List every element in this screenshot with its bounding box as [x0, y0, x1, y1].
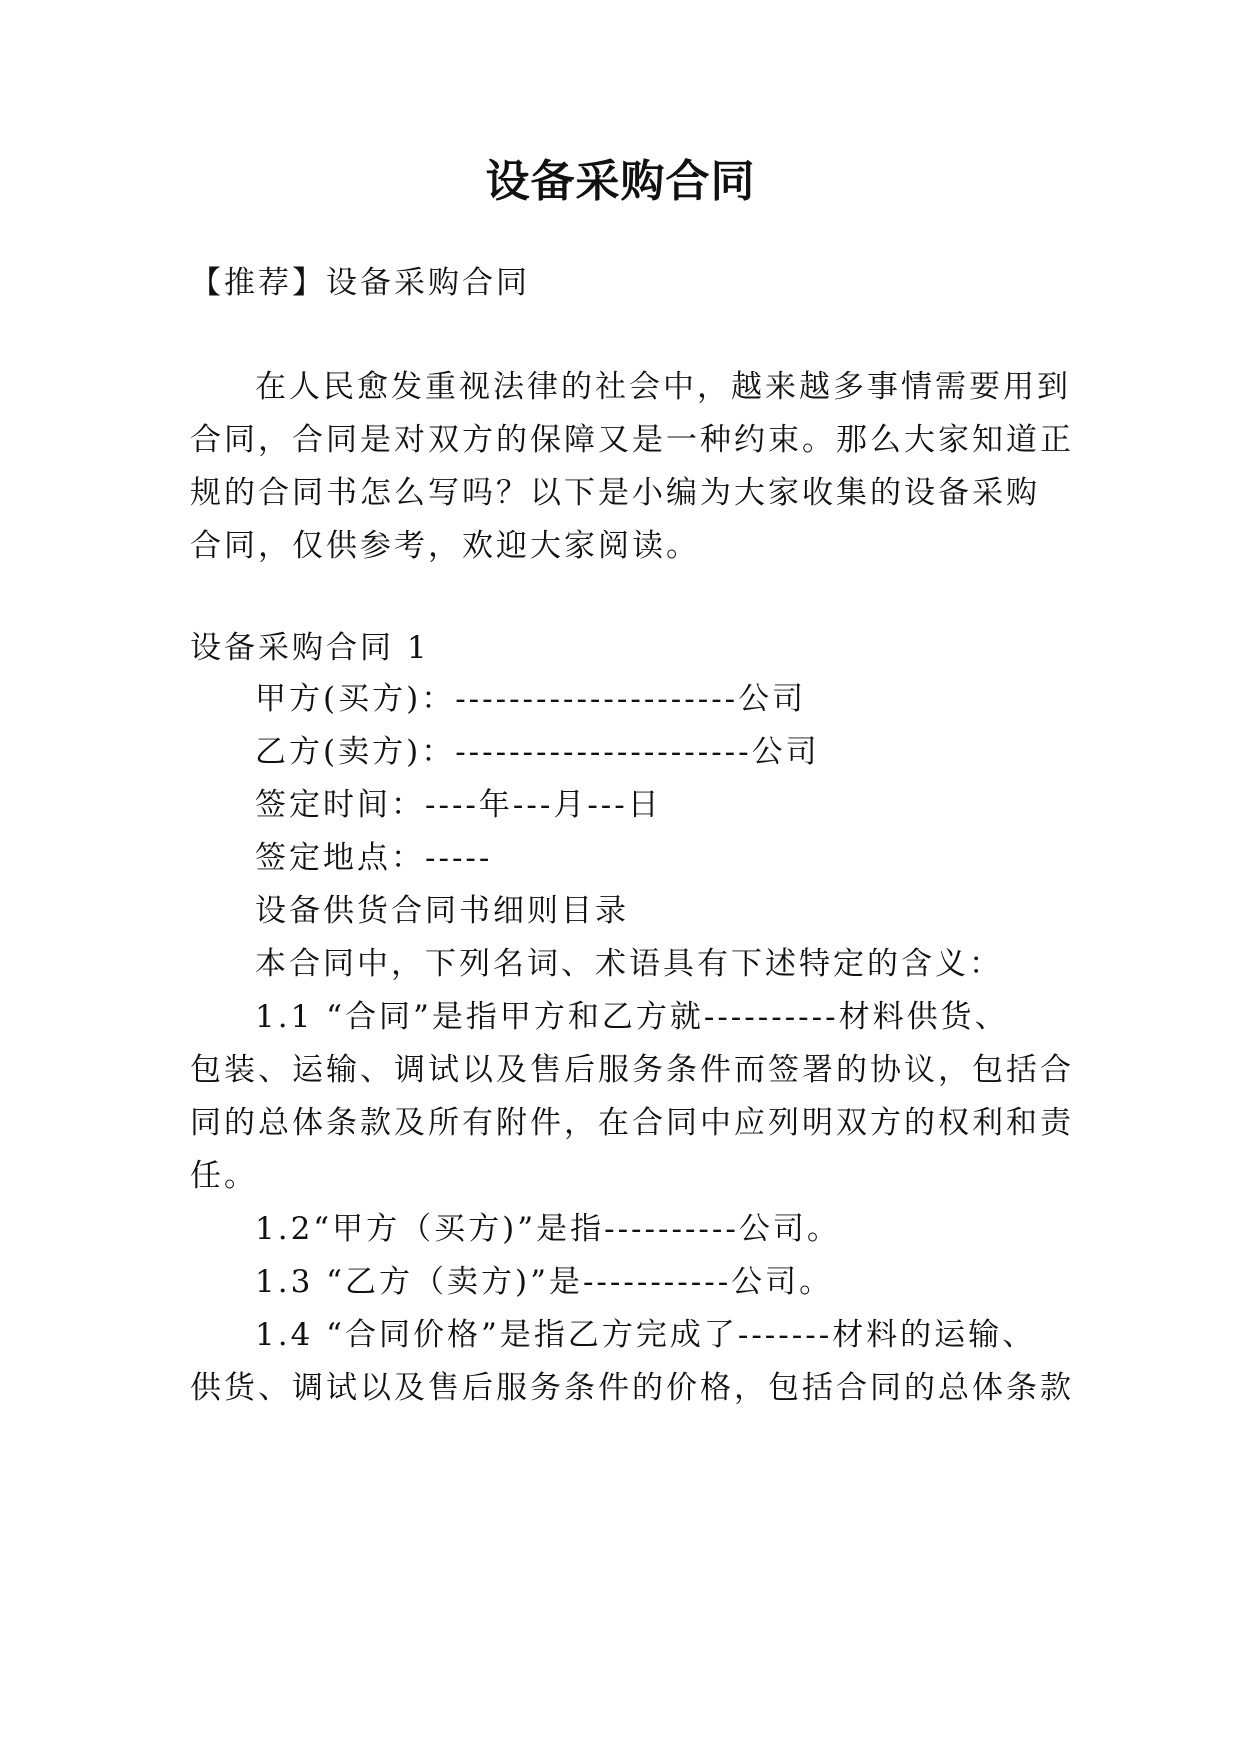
party-b-line: 乙方(卖方)：----------------------公司 [255, 734, 820, 770]
clause-1-2-line: 1.2“甲方（买方)”是指----------公司。 [255, 1211, 841, 1247]
party-a-line: 甲方(买方)：---------------------公司 [255, 681, 807, 717]
clause-1-1-line: 包装、运输、调试以及售后服务条件而签署的协议，包括合 [190, 1052, 1074, 1088]
clause-1-3-line: 1.3 “乙方（卖方)”是-----------公司。 [255, 1264, 834, 1300]
sign-time-line: 签定时间：----年---月---日 [255, 787, 662, 823]
sign-place-line: 签定地点：----- [255, 840, 493, 876]
recommend-line: 【推荐】设备采购合同 [190, 265, 530, 301]
intro-paragraph-line: 合同，合同是对双方的保障又是一种约束。那么大家知道正 [190, 422, 1074, 458]
catalog-line: 设备供货合同书细则目录 [255, 893, 629, 929]
definitions-intro-line: 本合同中，下列名词、术语具有下述特定的含义： [255, 946, 1003, 982]
intro-paragraph-line: 规的合同书怎么写吗？以下是小编为大家收集的设备采购 [190, 475, 1040, 511]
clause-1-4-line: 供货、调试以及售后服务条件的价格，包括合同的总体条款 [190, 1370, 1074, 1406]
clause-1-1-line: 任。 [190, 1158, 258, 1194]
section-heading: 设备采购合同 1 [190, 630, 430, 666]
intro-paragraph-line: 合同，仅供参考，欢迎大家阅读。 [190, 528, 700, 564]
clause-1-4-line: 1.4 “合同价格”是指乙方完成了-------材料的运输、 [255, 1317, 1037, 1353]
clause-1-1-line: 1.1 “合同”是指甲方和乙方就----------材料供货、 [255, 999, 1009, 1035]
intro-paragraph-line: 在人民愈发重视法律的社会中，越来越多事情需要用到 [255, 369, 1071, 405]
clause-1-1-line: 同的总体条款及所有附件，在合同中应列明双方的权利和责 [190, 1105, 1074, 1141]
document-title: 设备采购合同 [485, 156, 756, 207]
